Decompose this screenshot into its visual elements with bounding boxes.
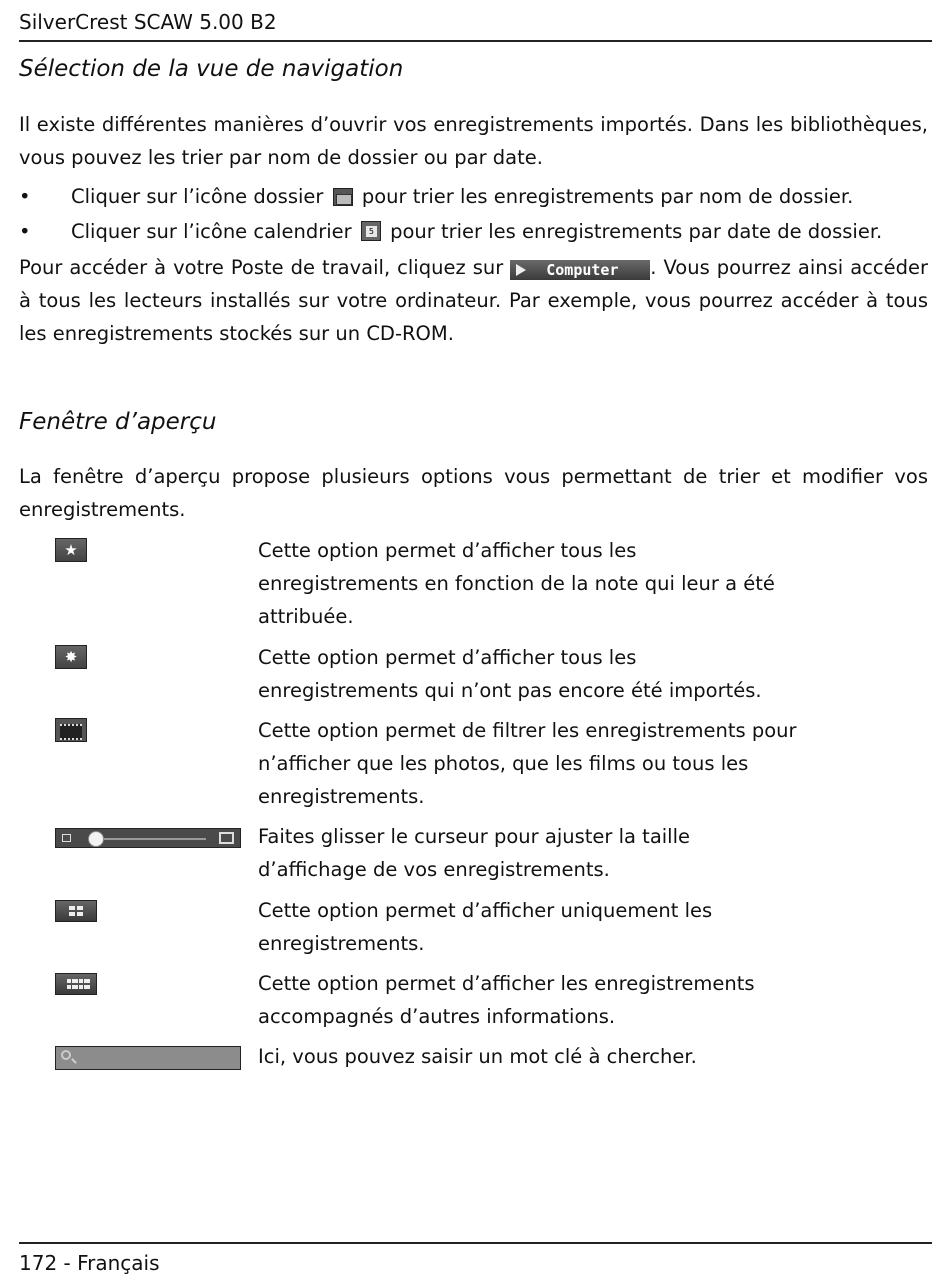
large-size-icon <box>219 832 234 844</box>
bullet-text: Cliquer sur l’icône dossier <box>71 185 324 208</box>
size-slider[interactable] <box>55 828 241 848</box>
bullet-text: pour trier les enregistrements par nom de dossier. <box>361 185 854 208</box>
navigation-intro: Il existe différentes manières d’ouvrir vos enregistrements importés. Dans les bibliothèques, vous pouvez les trier par nom de dossier ou par date. <box>19 113 928 169</box>
play-icon <box>516 264 526 276</box>
search-field[interactable] <box>55 1046 241 1070</box>
page-number: 172 - Français <box>19 1251 160 1275</box>
slider-track <box>94 838 206 840</box>
option-description: Ici, vous pouvez saisir un mot clé à chercher. <box>258 1045 697 1068</box>
small-size-icon <box>62 834 71 842</box>
option-description: Cette option permet d’afficher les enregistrements accompagnés d’autres informations. <box>258 972 755 1028</box>
new-items-icon[interactable]: ✸ <box>55 645 87 669</box>
calendar-icon[interactable] <box>361 221 381 241</box>
footer-rule <box>19 1242 932 1244</box>
section-heading-preview: Fenêtre d’aperçu <box>19 409 217 435</box>
preview-intro: La fenêtre d’aperçu propose plusieurs options vous permettant de trier et modifier vos enregistrements. <box>19 465 928 521</box>
section-heading-navigation: Sélection de la vue de navigation <box>19 56 404 82</box>
option-description: Cette option permet d’afficher tous les enregistrements qui n’ont pas encore été importés. <box>258 646 762 702</box>
computer-para-text: Pour accéder à votre Poste de travail, cliquez sur <box>19 256 504 279</box>
document-header: SilverCrest SCAW 5.00 B2 <box>19 10 277 34</box>
computer-button-label: Computer <box>546 261 619 279</box>
film-filter-icon[interactable] <box>55 718 87 742</box>
folder-icon[interactable] <box>333 188 353 206</box>
thumbnail-view-icon[interactable] <box>55 900 97 922</box>
bullet-text: Cliquer sur l’icône calendrier <box>71 220 352 243</box>
computer-paragraph <box>19 251 928 350</box>
option-description: Faites glisser le curseur pour ajuster la taille d’affichage de vos enregistrements. <box>258 825 691 881</box>
computer-button[interactable] <box>510 260 650 280</box>
calendar-day: 5 <box>366 226 377 237</box>
computer-para-text: . Vous pourrez ainsi accéder à tous les lecteurs installés sur votre ordinateur. Par exemple, vous pourrez accéder à tous les enregistrements stockés sur un CD-ROM. <box>19 256 928 345</box>
search-icon <box>61 1050 71 1060</box>
option-description: Cette option permet de filtrer les enregistrements pour n’afficher que les photos, que les films ou tous les enregistrements. <box>258 719 797 808</box>
slider-handle[interactable] <box>88 831 104 847</box>
bullet-dot: • <box>19 185 31 208</box>
detail-view-icon[interactable] <box>55 973 97 995</box>
star-icon[interactable]: ★ <box>55 538 87 562</box>
header-rule <box>19 40 932 42</box>
option-description: Cette option permet d’afficher uniquement les enregistrements. <box>258 899 713 955</box>
option-description: Cette option permet d’afficher tous les enregistrements en fonction de la note qui leur a été attribuée. <box>258 539 775 628</box>
bullet-dot: • <box>19 220 31 243</box>
bullet-text: pour trier les enregistrements par date de dossier. <box>390 220 883 243</box>
